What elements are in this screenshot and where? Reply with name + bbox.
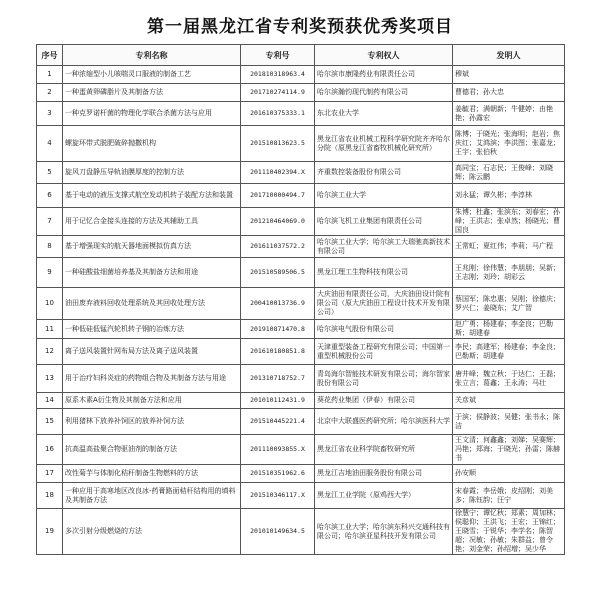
cell-number: 201510346117.X bbox=[241, 483, 315, 509]
cell-name: 多次引射分级燃烧的方法 bbox=[63, 509, 241, 555]
table-row bbox=[37, 236, 565, 258]
table-row bbox=[37, 84, 565, 102]
cell-inventor: 刘永猛；谭久彬；李淳林 bbox=[453, 184, 565, 208]
cell-inventor: 朱博；杜鑫；张滨东；刘春宏；孙峰；王洪志；张卓然；杨晓光；曹国良 bbox=[453, 208, 565, 236]
table-row bbox=[37, 102, 565, 126]
cell-inventor: 李民；高建军；杨建春；李金良；巴勒斯；胡建春 bbox=[453, 339, 565, 365]
cell-number: 201510813623.5 bbox=[241, 126, 315, 162]
table-row bbox=[37, 435, 565, 465]
cell-inventor: 王常虹；夏红伟；李莉；马广程 bbox=[453, 236, 565, 258]
cell-number: 201110093855.X bbox=[241, 435, 315, 465]
cell-number: 201510445221.4 bbox=[241, 409, 315, 435]
cell-name: 旋风刀盘静压导轨油膜厚度的控制方法 bbox=[63, 162, 241, 184]
header-no: 序号 bbox=[37, 45, 63, 66]
cell-no: 2 bbox=[37, 84, 63, 102]
table-row bbox=[37, 393, 565, 409]
cell-owner: 哈尔滨瀚钧现代制药有限公司 bbox=[315, 84, 453, 102]
cell-name: 用于治疗妇科炎症的药物组合物及其制备方法与用途 bbox=[63, 365, 241, 393]
cell-owner: 黑龙江工业学院（原鸡西大学） bbox=[315, 483, 453, 509]
cell-owner: 哈尔滨市康隆药业有限责任公司 bbox=[315, 66, 453, 84]
cell-inventor: 姜毓君；满朝新；牛健婷；由艳艳；孙露宏 bbox=[453, 102, 565, 126]
cell-inventor: 王文清；何鑫鑫；刘娣；吴赛辉；冯艳；郑海；于晓光；孙雷；陈赫书 bbox=[453, 435, 565, 465]
cell-inventor: 宋春霞；李岳娥；皮绍刚；刘美多；陈钰韵；汪宁 bbox=[453, 483, 565, 509]
cell-inventor: 于滨；侯静波；吴健；张书永；陈洁 bbox=[453, 409, 565, 435]
table-row bbox=[37, 365, 565, 393]
cell-inventor: 陈博；于晓光；张海明；赵岩；焦庆红；艾鸿滨；李洪图；张嘉龙；王宇；张伯秋 bbox=[453, 126, 565, 162]
cell-name: 基于增强现实的航天器地面模拟仿真方法 bbox=[63, 236, 241, 258]
cell-inventor: 曹德君；孙大忠 bbox=[453, 84, 565, 102]
cell-owner: 黑龙江省农业机械工程科学研究院齐齐哈尔分院（原黑龙江省畜牧机械化研究所） bbox=[315, 126, 453, 162]
cell-number: 201610375333.1 bbox=[241, 102, 315, 126]
page-title: 第一届黑龙江省专利奖预获优秀奖项目 bbox=[147, 17, 453, 37]
header-owner: 专利权人 bbox=[315, 45, 453, 66]
cell-no: 9 bbox=[37, 258, 63, 288]
cell-number: 201310718752.7 bbox=[241, 365, 315, 393]
cell-inventor: 关彦斌 bbox=[453, 393, 565, 409]
cell-no: 5 bbox=[37, 162, 63, 184]
cell-inventor: 蔡国军；陈忠惠；吴刚；徐德庆；罗兴仁；姜晓东；艾广智 bbox=[453, 288, 565, 320]
cell-no: 4 bbox=[37, 126, 63, 162]
table-row bbox=[37, 320, 565, 339]
cell-owner: 青岛海尔智能技术研发有限公司；海尔智家股份有限公司 bbox=[315, 365, 453, 393]
cell-name: 一种低硅低锰汽轮机转子钢的冶炼方法 bbox=[63, 320, 241, 339]
cell-name: 原系木素A衍生物及其制备方法和应用 bbox=[63, 393, 241, 409]
table-row bbox=[37, 409, 565, 435]
cell-number: 201210464069.0 bbox=[241, 208, 315, 236]
cell-no: 18 bbox=[37, 483, 63, 509]
cell-inventor: 高同宝；石志民；王俊峰；刘晓辉；陈云鹏 bbox=[453, 162, 565, 184]
award-table bbox=[36, 44, 565, 555]
cell-name: 利用猪林下放养补饲区的放养补饲方法 bbox=[63, 409, 241, 435]
cell-number: 201510351962.6 bbox=[241, 465, 315, 483]
cell-name: 一种蛋黄卵磷脂片及其制备方法 bbox=[63, 84, 241, 102]
cell-no: 13 bbox=[37, 365, 63, 393]
table-row bbox=[37, 66, 565, 84]
cell-number: 201810318963.4 bbox=[241, 66, 315, 84]
cell-no: 17 bbox=[37, 465, 63, 483]
cell-name: 抗高温高盐聚合物驱油剂的制备方法 bbox=[63, 435, 241, 465]
cell-owner: 天津重型装备工程研究有限公司；中国第一重型机械股份公司 bbox=[315, 339, 453, 365]
cell-owner: 哈尔滨飞机工业集团有限责任公司 bbox=[315, 208, 453, 236]
cell-inventor: 唐井峰；魏立秋；于达仁；王磊；张立言；葛鑫；王永涛；马壮 bbox=[453, 365, 565, 393]
cell-inventor: 穆斌 bbox=[453, 66, 565, 84]
cell-name: 基于电动的液压支撑式航空发动机转子装配方法和装置 bbox=[63, 184, 241, 208]
cell-number: 200410013736.9 bbox=[241, 288, 315, 320]
cell-name: 一种克罗诺杆菌的物理化学联合杀菌方法与应用 bbox=[63, 102, 241, 126]
cell-owner: 大庆油田有限责任公司，大庆油田设计院有限公司（原大庆油田工程设计技术开发有限公司） bbox=[315, 288, 453, 320]
table-body bbox=[37, 66, 565, 555]
cell-no: 16 bbox=[37, 435, 63, 465]
cell-number: 201910871470.8 bbox=[241, 320, 315, 339]
header-number: 专利号 bbox=[241, 45, 315, 66]
table-row bbox=[37, 288, 565, 320]
cell-name: 油田废弃液料回收处理系统及其回收处理方法 bbox=[63, 288, 241, 320]
table-row bbox=[37, 258, 565, 288]
cell-name: 改性菊芋与体制化秸秆制备生物燃料的方法 bbox=[63, 465, 241, 483]
cell-no: 1 bbox=[37, 66, 63, 84]
cell-name: 螺旋环带式脱肥破碎抛撒机构 bbox=[63, 126, 241, 162]
cell-inventor: 徐慧宁；谭忆秋；郑素；周加林；侯聪仰；王洪飞；王宏；王锦红；王晓雪；于锐华；李学名；陈智超；况敏；孙敏；朱群益；曾令艳；刘金荣；孙绍增；吴少华 bbox=[453, 509, 565, 555]
cell-name: 一种浓缩型小儿咳喘灵口服液的制备工艺 bbox=[63, 66, 241, 84]
cell-no: 15 bbox=[37, 409, 63, 435]
cell-name: 一种硅酸盐细菌培养基及其制备方法和用途 bbox=[63, 258, 241, 288]
cell-no: 7 bbox=[37, 208, 63, 236]
cell-number: 201510589506.5 bbox=[241, 258, 315, 288]
cell-no: 6 bbox=[37, 184, 63, 208]
cell-owner: 黑龙江省农业科学院畜牧研究所 bbox=[315, 435, 453, 465]
table-header bbox=[37, 45, 565, 66]
cell-no: 3 bbox=[37, 102, 63, 126]
cell-number: 201110402394.X bbox=[241, 162, 315, 184]
cell-no: 19 bbox=[37, 509, 63, 555]
table-row bbox=[37, 483, 565, 509]
cell-inventor: 赵广勇；杨建春；李金良；巴勒斯；胡建春 bbox=[453, 320, 565, 339]
cell-number: 201710274114.9 bbox=[241, 84, 315, 102]
cell-owner: 哈尔滨工业大学；哈尔滨东科兴交通科技有限公司；哈尔滨亚星科技开发有限公司 bbox=[315, 509, 453, 555]
cell-name: 一种应用于高寒地区改良冰-药膏路面秸秆结构用的填料及其制备方法 bbox=[63, 483, 241, 509]
table-row bbox=[37, 339, 565, 365]
cell-number: 201610180851.8 bbox=[241, 339, 315, 365]
cell-name: 用于记忆合金接头连接的方法及其辅助工具 bbox=[63, 208, 241, 236]
cell-no: 12 bbox=[37, 339, 63, 365]
cell-owner: 哈尔滨工业大学；哈尔滨工大瑞驰高新技术有限公司 bbox=[315, 236, 453, 258]
table-row bbox=[37, 126, 565, 162]
table-row bbox=[37, 465, 565, 483]
cell-name: 离子送风装置针网布局方法及离子送风装置 bbox=[63, 339, 241, 365]
cell-owner: 北京中大联盛医药研究所；哈尔滨医科大学 bbox=[315, 409, 453, 435]
header-name: 专利名称 bbox=[63, 45, 241, 66]
table-row bbox=[37, 509, 565, 555]
cell-no: 8 bbox=[37, 236, 63, 258]
cell-owner: 哈尔滨工业大学 bbox=[315, 184, 453, 208]
cell-no: 14 bbox=[37, 393, 63, 409]
cell-owner: 葵花药业集团（伊春）有限公司 bbox=[315, 393, 453, 409]
cell-inventor: 王兆刚；徐伟慧；李朋朋；吴新；王志刚；刘玲；胡彩云 bbox=[453, 258, 565, 288]
cell-number: 201010112431.9 bbox=[241, 393, 315, 409]
cell-owner: 黑龙江理工生物科技有限公司 bbox=[315, 258, 453, 288]
cell-owner: 哈尔滨电气股份有限公司 bbox=[315, 320, 453, 339]
cell-number: 201710000494.7 bbox=[241, 184, 315, 208]
table-row bbox=[37, 208, 565, 236]
cell-owner: 东北农业大学 bbox=[315, 102, 453, 126]
cell-owner: 黑龙江吉地油田服务股份有限公司 bbox=[315, 465, 453, 483]
cell-no: 11 bbox=[37, 320, 63, 339]
table-row bbox=[37, 184, 565, 208]
cell-owner: 齐重数控装备股份有限公司 bbox=[315, 162, 453, 184]
header-row bbox=[37, 45, 565, 66]
cell-inventor: 孙安顺 bbox=[453, 465, 565, 483]
cell-number: 201611037572.2 bbox=[241, 236, 315, 258]
cell-number: 201010149634.5 bbox=[241, 509, 315, 555]
table-row bbox=[37, 162, 565, 184]
header-inventor: 发明人 bbox=[453, 45, 565, 66]
cell-no: 10 bbox=[37, 288, 63, 320]
